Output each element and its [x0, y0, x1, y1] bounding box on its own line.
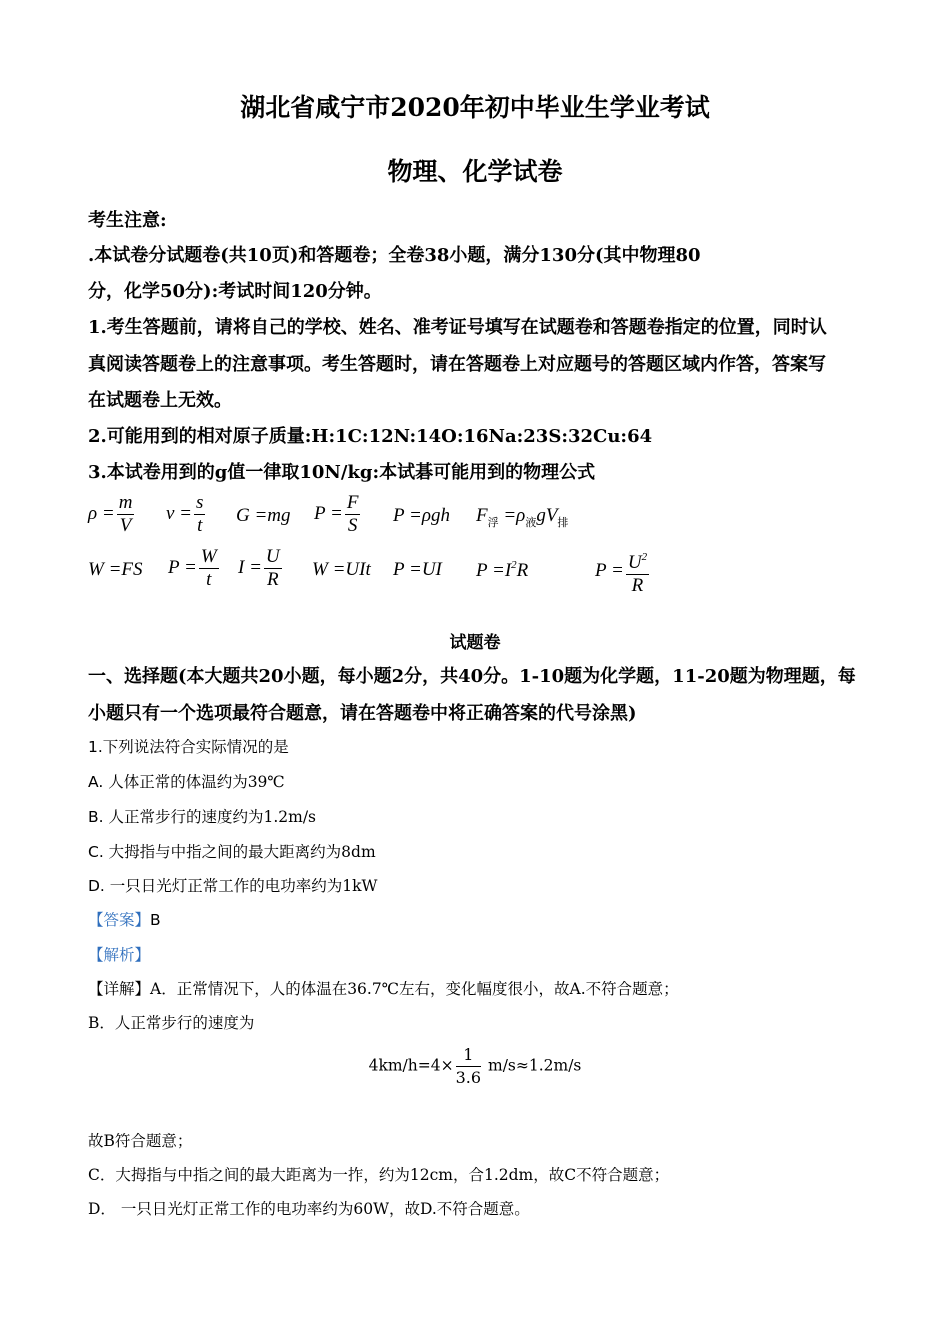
option-c: C. 大拇指与中指之间的最大距离约为8dm: [88, 843, 376, 861]
buoyancy-formula: $F_浮 =\rho_液gV_排$: [476, 505, 569, 529]
liquid-pressure-formula: P =ρgh: [393, 505, 450, 526]
d-explanation: D． 一只日光灯正常工作的电功率约为60W，故D.不符合题意。: [88, 1200, 530, 1218]
formula-row-2: [88, 546, 688, 596]
b-intro: B．人正常步行的速度为: [88, 1014, 255, 1032]
answer-value: B: [150, 911, 161, 929]
notice-item-1-line-1: 1.考生答题前，请将自己的学校、姓名、准考证号填写在试题卷和答题卷指定的位置，同时认: [88, 317, 827, 338]
current-formula: I = $\frac{U}{R}$: [238, 546, 280, 590]
option-d: D. 一只日光灯正常工作的电功率约为1kW: [88, 877, 378, 895]
question-stem: 1.下列说法符合实际情况的是: [88, 738, 289, 756]
answer-line: [88, 908, 161, 930]
work-formula: W =FS: [88, 559, 143, 580]
power-formula: P = $\frac{W}{t}$: [168, 546, 217, 590]
voltage-power-formula: P = $\frac{U^2}{R}$: [595, 546, 651, 597]
section-label: 试题卷: [449, 633, 501, 653]
speed-formula: v = $\frac{s}{t}$: [166, 492, 204, 536]
notice-item-2: 2.可能用到的相对原子质量:H:1C:12N:14O:16Na:23S:32Cu:64: [88, 426, 653, 447]
notice-item-1-line-3: 在试题卷上无效。: [88, 390, 232, 411]
c-explanation: C．大拇指与中指之间的最大距离为一拃，约为12cm，合1.2dm，故C不符合题意；: [88, 1166, 670, 1184]
pressure-formula: P = $\frac{F}{S}$: [314, 492, 359, 536]
electric-power-formula: P =UI: [393, 559, 442, 580]
joule-power-formula: $P =I^2R$: [476, 559, 529, 581]
speed-equation: 4km/h=4× $\frac{1}{3.6}$ m/s≈1.2m/s: [368, 1045, 582, 1087]
answer-tag: 【答案】: [88, 911, 151, 929]
page-subtitle: 物理、化学试卷: [387, 157, 563, 186]
electric-work-formula: W =UIt: [312, 559, 371, 580]
notice-item-3: 3.本试卷用到的g值一律取10N/kg:本试碁可能用到的物理公式: [88, 462, 596, 483]
formula-row-1: [88, 492, 688, 542]
option-b: B. 人正常步行的速度约为1.2m/s: [88, 808, 317, 826]
density-formula: ρ = $\frac{m}{V}$: [88, 492, 133, 536]
b-conclusion: 故B符合题意；: [88, 1132, 193, 1150]
notice-line-1: .本试卷分试题卷(共10页)和答题卷；全卷38小题，满分130分(其中物理80: [88, 245, 701, 266]
notice-heading: 考生注意:: [88, 210, 167, 231]
page-title: 湖北省咸宁市2020年初中毕业生学业考试: [240, 93, 710, 122]
section-heading-line-1: 一、选择题(本大题共20小题，每小题2分，共40分。1-10题为化学题，11-20题为物理题，每: [88, 666, 856, 687]
notice-item-1-line-2: 真阅读答题卷上的注意事项。考生答题时，请在答题卷上对应题号的答题区域内作答，答案写: [88, 354, 826, 375]
notice-line-2: 分，化学50分):考试时间120分钟。: [88, 281, 382, 302]
detail-line: 【详解】A．正常情况下，人的体温在36.7℃左右，变化幅度很小，故A.不符合题意；: [88, 980, 679, 998]
option-a: A. 人体正常的体温约为39℃: [88, 773, 285, 791]
gravity-formula: G =mg: [236, 505, 291, 526]
section-heading-line-2: 小题只有一个选项最符合题意，请在答题卷中将正确答案的代号涂黑): [88, 703, 637, 724]
analysis-tag: 【解析】: [88, 946, 151, 964]
